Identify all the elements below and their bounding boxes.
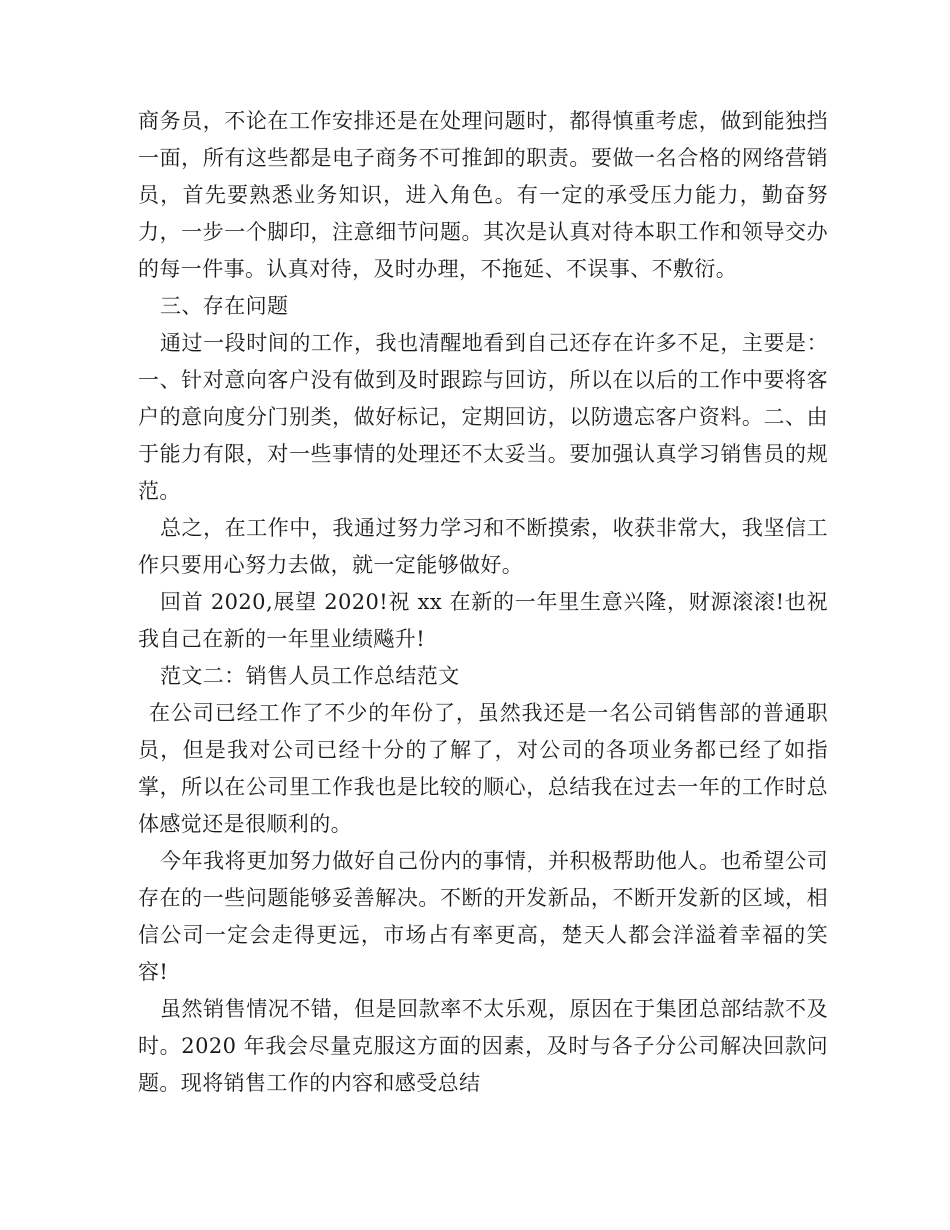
section-heading-problems: 三、存在问题 [160, 294, 289, 318]
paragraph-this-year-plan: 今年我将更加努力做好自己份内的事情，并积极帮助他人。也希望公司存在的一些问题能够妥善解决。不断的开发新品，不断开发新的区域，相信公司一定会走得更远，市场占有率更高，楚天人都会洋溢着幸福的笑容! [138, 849, 828, 984]
paragraph-new-year-wishes: 回首 2020,展望 2020!祝 xx 在新的一年里生意兴隆，财源滚滚!也祝我自己在新的一年里业绩飚升! [138, 590, 828, 651]
sample-two-title: 范文二：销售人员工作总结范文 [160, 664, 460, 688]
paragraph-shortcomings: 通过一段时间的工作，我也清醒地看到自己还存在许多不足，主要是：一、针对意向客户没有做到及时跟踪与回访，所以在以后的工作中要将客户的意向度分门别类，做好标记，定期回访，以防遗忘客户资料。二、由于能力有限，对一些事情的处理还不太妥当。要加强认真学习销售员的规范。 [138, 331, 828, 503]
paragraph-duties: 商务员，不论在工作安排还是在处理问题时，都得慎重考虑，做到能独挡一面，所有这些都是电子商务不可推卸的职责。要做一名合格的网络营销员，首先要熟悉业务知识，进入角色。有一定的承受压力能力，勤奋努力，一步一个脚印，注意细节问题。其次是认真对待本职工作和领导交办的每一件事。认真对待，及时办理，不拖延、不误事、不敷衍。 [138, 109, 828, 281]
paragraph-sales-collection: 虽然销售情况不错，但是回款率不太乐观，原因在于集团总部结款不及时。2020 年我会尽量克服这方面的因素，及时与各子分公司解决回款问题。现将销售工作的内容和感受总结 [138, 997, 828, 1095]
paragraph-conclusion: 总之，在工作中，我通过努力学习和不断摸索，收获非常大，我坚信工作只要用心努力去做，就一定能够做好。 [138, 516, 828, 577]
document-body [138, 103, 828, 1102]
paragraph-company-experience: 在公司已经工作了不少的年份了，虽然我还是一名公司销售部的普通职员，但是我对公司已经十分的了解了，对公司的各项业务都已经了如指掌，所以在公司里工作我也是比较的顺心，总结我在过去一年的工作时总体感觉还是很顺利的。 [138, 701, 828, 836]
